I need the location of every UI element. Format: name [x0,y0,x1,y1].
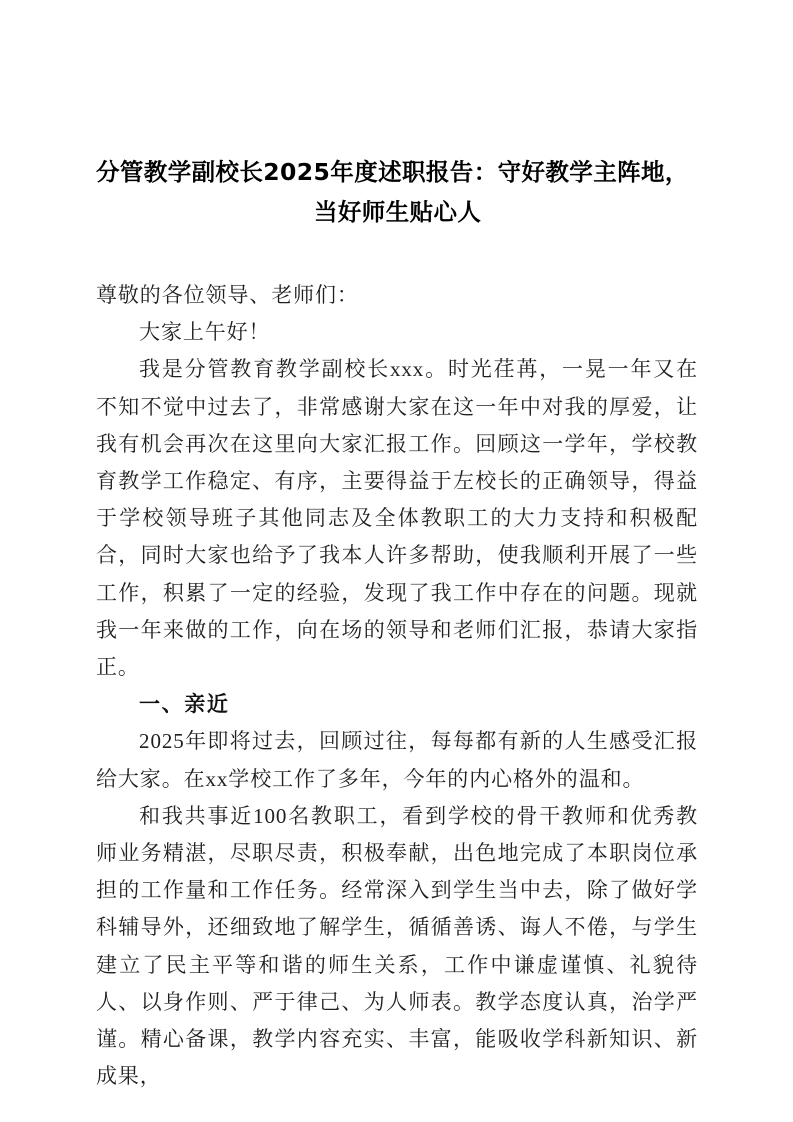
salutation: 尊敬的各位领导、老师们： [96,283,359,307]
page-title-line-2: 当好师生贴心人 [314,198,482,226]
document-body [96,152,698,1095]
section-1-paragraph-2: 和我共事近100名教职工，看到学校的骨干教师和优秀教师业务精湛，尽职尽责，积极奉献，出色地完成了本职岗位承担的工作量和工作任务。经常深入到学生当中去，除了做好学科辅导外，还细致地了解学生，循循善诱、诲人不倦，与学生建立了民主平等和谐的师生关系，工作中谦虚谨慎、礼貌待人、以身作则、严于律己、为人师表。教学态度认真，治学严谨。精心备课，教学内容充实、丰富，能吸收学科新知识、新成果， [96,803,698,1089]
page-title [96,152,698,232]
greeting-paragraph: 大家上午好！ [139,320,271,345]
section-1-paragraph-1: 2025年即将过去，回顾过往，每每都有新的人生感受汇报给大家。在xx学校工作了多年，今年的内心格外的温和。 [96,729,698,791]
section-heading-1: 一、亲近 [139,692,230,717]
page-title-line-1: 分管教学副校长2025年度述职报告：守好教学主阵地， [96,158,689,186]
introduction-paragraph: 我是分管教育教学副校长xxx。时光荏苒，一晃一年又在不知不觉中过去了，非常感谢大家在这一年中对我的厚爱，让我有机会再次在这里向大家汇报工作。回顾这一学年，学校教育教学工作稳定、有序，主要得益于左校长的正确领导，得益于学校领导班子其他同志及全体教职工的大力支持和积极配合，同时大家也给予了我本人许多帮助，使我顺利开展了一些工作，积累了一定的经验，发现了我工作中存在的问题。现就我一年来做的工作，向在场的领导和老师们汇报，恭请大家指正。 [96,357,698,680]
